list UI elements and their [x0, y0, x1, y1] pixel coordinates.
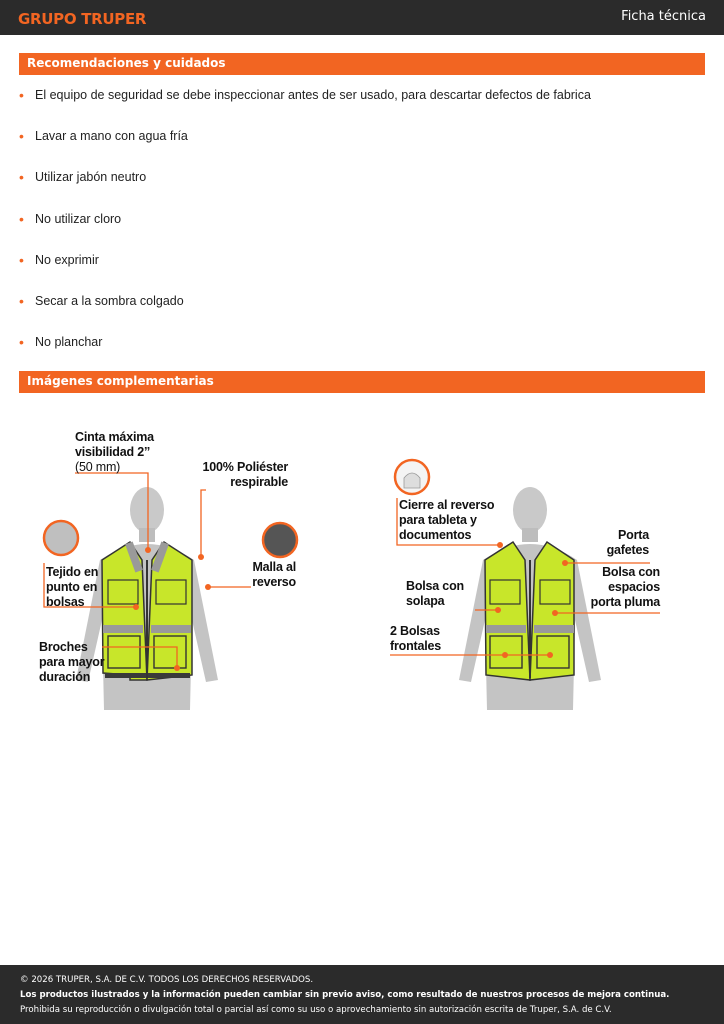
callout-malla: Malla al reverso [252, 560, 296, 589]
section-title: Recomendaciones y cuidados [27, 56, 226, 70]
callout-bolsa-solapa: Bolsa con solapa [406, 579, 464, 608]
callout-cierre: Cierre al reverso para tableta y documentos [399, 498, 495, 542]
bullet-icon: • [19, 251, 24, 268]
bullet-icon: • [19, 292, 24, 309]
callout-poliester: 100% Poliéster respirable [202, 460, 288, 489]
list-item: • No utilizar cloro [19, 210, 122, 227]
list-item: • Utilizar jabón neutro [19, 169, 147, 186]
footer-prohibition: Prohibida su reproducción o divulgación total o parcial así como su uso o aprovechamiento sin autorización escrita de Truper, S.A. de C.V. [20, 1005, 612, 1015]
section-header-images [19, 371, 705, 393]
vest-alt-illustration [380, 410, 710, 715]
callout-bolsas-frontales: 2 Bolsas frontales [390, 624, 441, 653]
list-item: • El equipo de seguridad se debe inspeccionar antes de ser usado, para descartar defectos de fabrica [19, 87, 591, 103]
bullet-icon: • [19, 169, 24, 186]
callout-tejido: Tejido en punto en bolsas [46, 565, 99, 609]
bullet-icon: • [19, 334, 24, 351]
vest-alt-figure [380, 410, 710, 715]
bullet-icon: • [19, 210, 24, 227]
brand-logo: GRUPO TRUPER [18, 10, 147, 28]
footer-copyright: © 2026 TRUPER, S.A. DE C.V. TODOS LOS DERECHOS RESERVADOS. [20, 975, 314, 985]
list-item: • Lavar a mano con agua fría [19, 128, 188, 145]
footer-notice: Los productos ilustrados y la información pueden cambiar sin previo aviso, como resultado de nuestros procesos de mejora continua. [20, 990, 670, 1000]
vest-front-figure [30, 410, 360, 715]
callout-porta-gafetes: Porta gafetes [606, 528, 649, 557]
bullet-icon: • [19, 87, 24, 103]
list-item: • No exprimir [19, 251, 99, 268]
top-bar [0, 0, 724, 35]
section-header-recommendations [19, 53, 705, 75]
section-title: Imágenes complementarias [27, 374, 214, 388]
callout-bolsa-espacios: Bolsa con espacios porta pluma [590, 565, 660, 609]
list-item: • Secar a la sombra colgado [19, 292, 184, 309]
callout-broches: Broches para mayor duración [39, 640, 105, 684]
list-item: • No planchar [19, 334, 103, 351]
footer [0, 965, 724, 1024]
bullet-icon: • [19, 128, 24, 145]
recommendations-list [19, 85, 709, 373]
callout-cinta: Cinta máxima visibilidad 2’’ (50 mm) [75, 430, 154, 474]
document-type: Ficha técnica [621, 9, 706, 24]
